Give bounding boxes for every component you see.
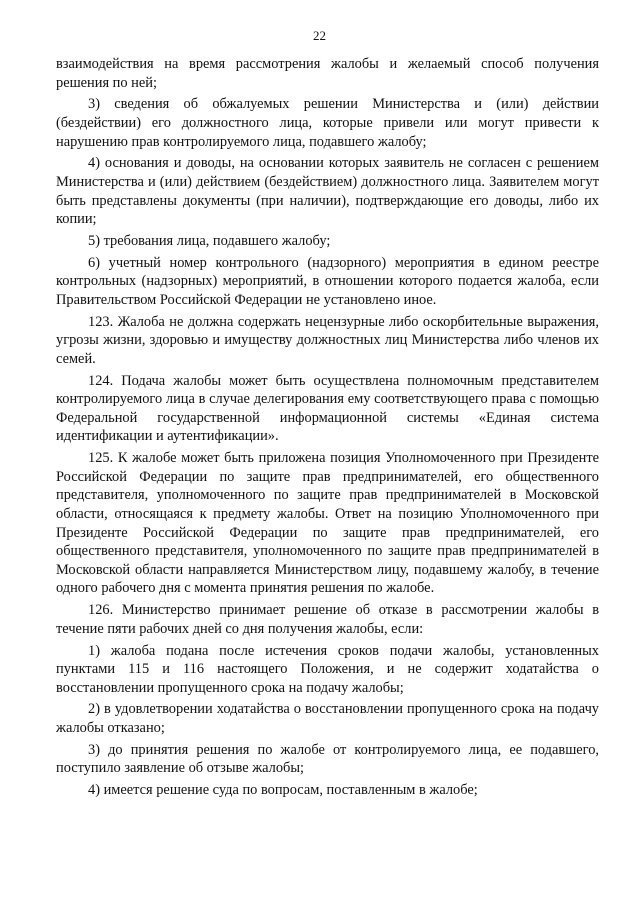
paragraph-124: 124. Подача жалобы может быть осуществлена полномочным представителем контролируемого лица в случае делегирования ему соответствующего права с помощью Федеральной государственной информационной системы «Единая система идентификации и аутентификации». [56,372,599,445]
paragraph-125: 125. К жалобе может быть приложена позиция Уполномоченного при Президенте Российской Федерации по защите прав предпринимателей, его общественного представителя, уполномоченного по защите прав предпринимателей в Московской области, относящаяся к предмету жалобы. Ответ на позицию Уполномоченного при Президенте Российской Федерации по защите прав предпринимателей, его общественного представителя, уполномоченного по защите прав предпринимателей в Московской области направляется Министерством лицу, подавшему жалобу, в течение одного рабочего дня с момента принятия решения по жалобе. [56,450,599,597]
paragraph-continuation: взаимодействия на время рассмотрения жалобы и желаемый способ получения решения по ней; [56,56,599,91]
document-body [56,55,599,803]
paragraph-126-item-3: 3) до принятия решения по жалобе от контролируемого лица, ее подавшего, поступило заявление об отзыве жалобы; [56,741,599,777]
page-number: 22 [313,28,326,43]
paragraph-126-item-1: 1) жалоба подана после истечения сроков подачи жалобы, установленных пунктами 115 и 116 настоящего Положения, и не содержит ходатайства о восстановлении пропущенного срока на подачу жалобы; [56,642,599,696]
paragraph-123: 123. Жалоба не должна содержать нецензурные либо оскорбительные выражения, угрозы жизни, здоровью и имуществу должностных лиц Министерства либо членов их семей. [56,313,599,367]
paragraph-item-6: 6) учетный номер контрольного (надзорного) мероприятия в едином реестре контрольных (надзорных) мероприятий, в отношении которого подается жалоба, если Правительством Российской Федерации не установлено иное. [56,254,599,308]
paragraph-item-3: 3) сведения об обжалуемых решении Министерства и (или) действии (бездействии) его должностного лица, которые привели или могут привести к нарушению прав контролируемого лица, подавшего жалобу; [56,96,599,150]
paragraph-item-5: 5) требования лица, подавшего жалобу; [88,232,331,249]
paragraph-126-item-2: 2) в удовлетворении ходатайства о восстановлении пропущенного срока на подачу жалобы отказано; [56,701,599,737]
paragraph-item-4: 4) основания и доводы, на основании которых заявитель не согласен с решением Министерства и (или) действием (бездействием) должностного лица. Заявителем могут быть представлены документы (при наличии), подтверждающие его доводы, либо их копии; [56,155,599,228]
paragraph-126: 126. Министерство принимает решение об отказе в рассмотрении жалобы в течение пяти рабочих дней со дня получения жалобы, если: [56,602,599,637]
paragraph-126-item-4: 4) имеется решение суда по вопросам, поставленным в жалобе; [88,782,478,799]
